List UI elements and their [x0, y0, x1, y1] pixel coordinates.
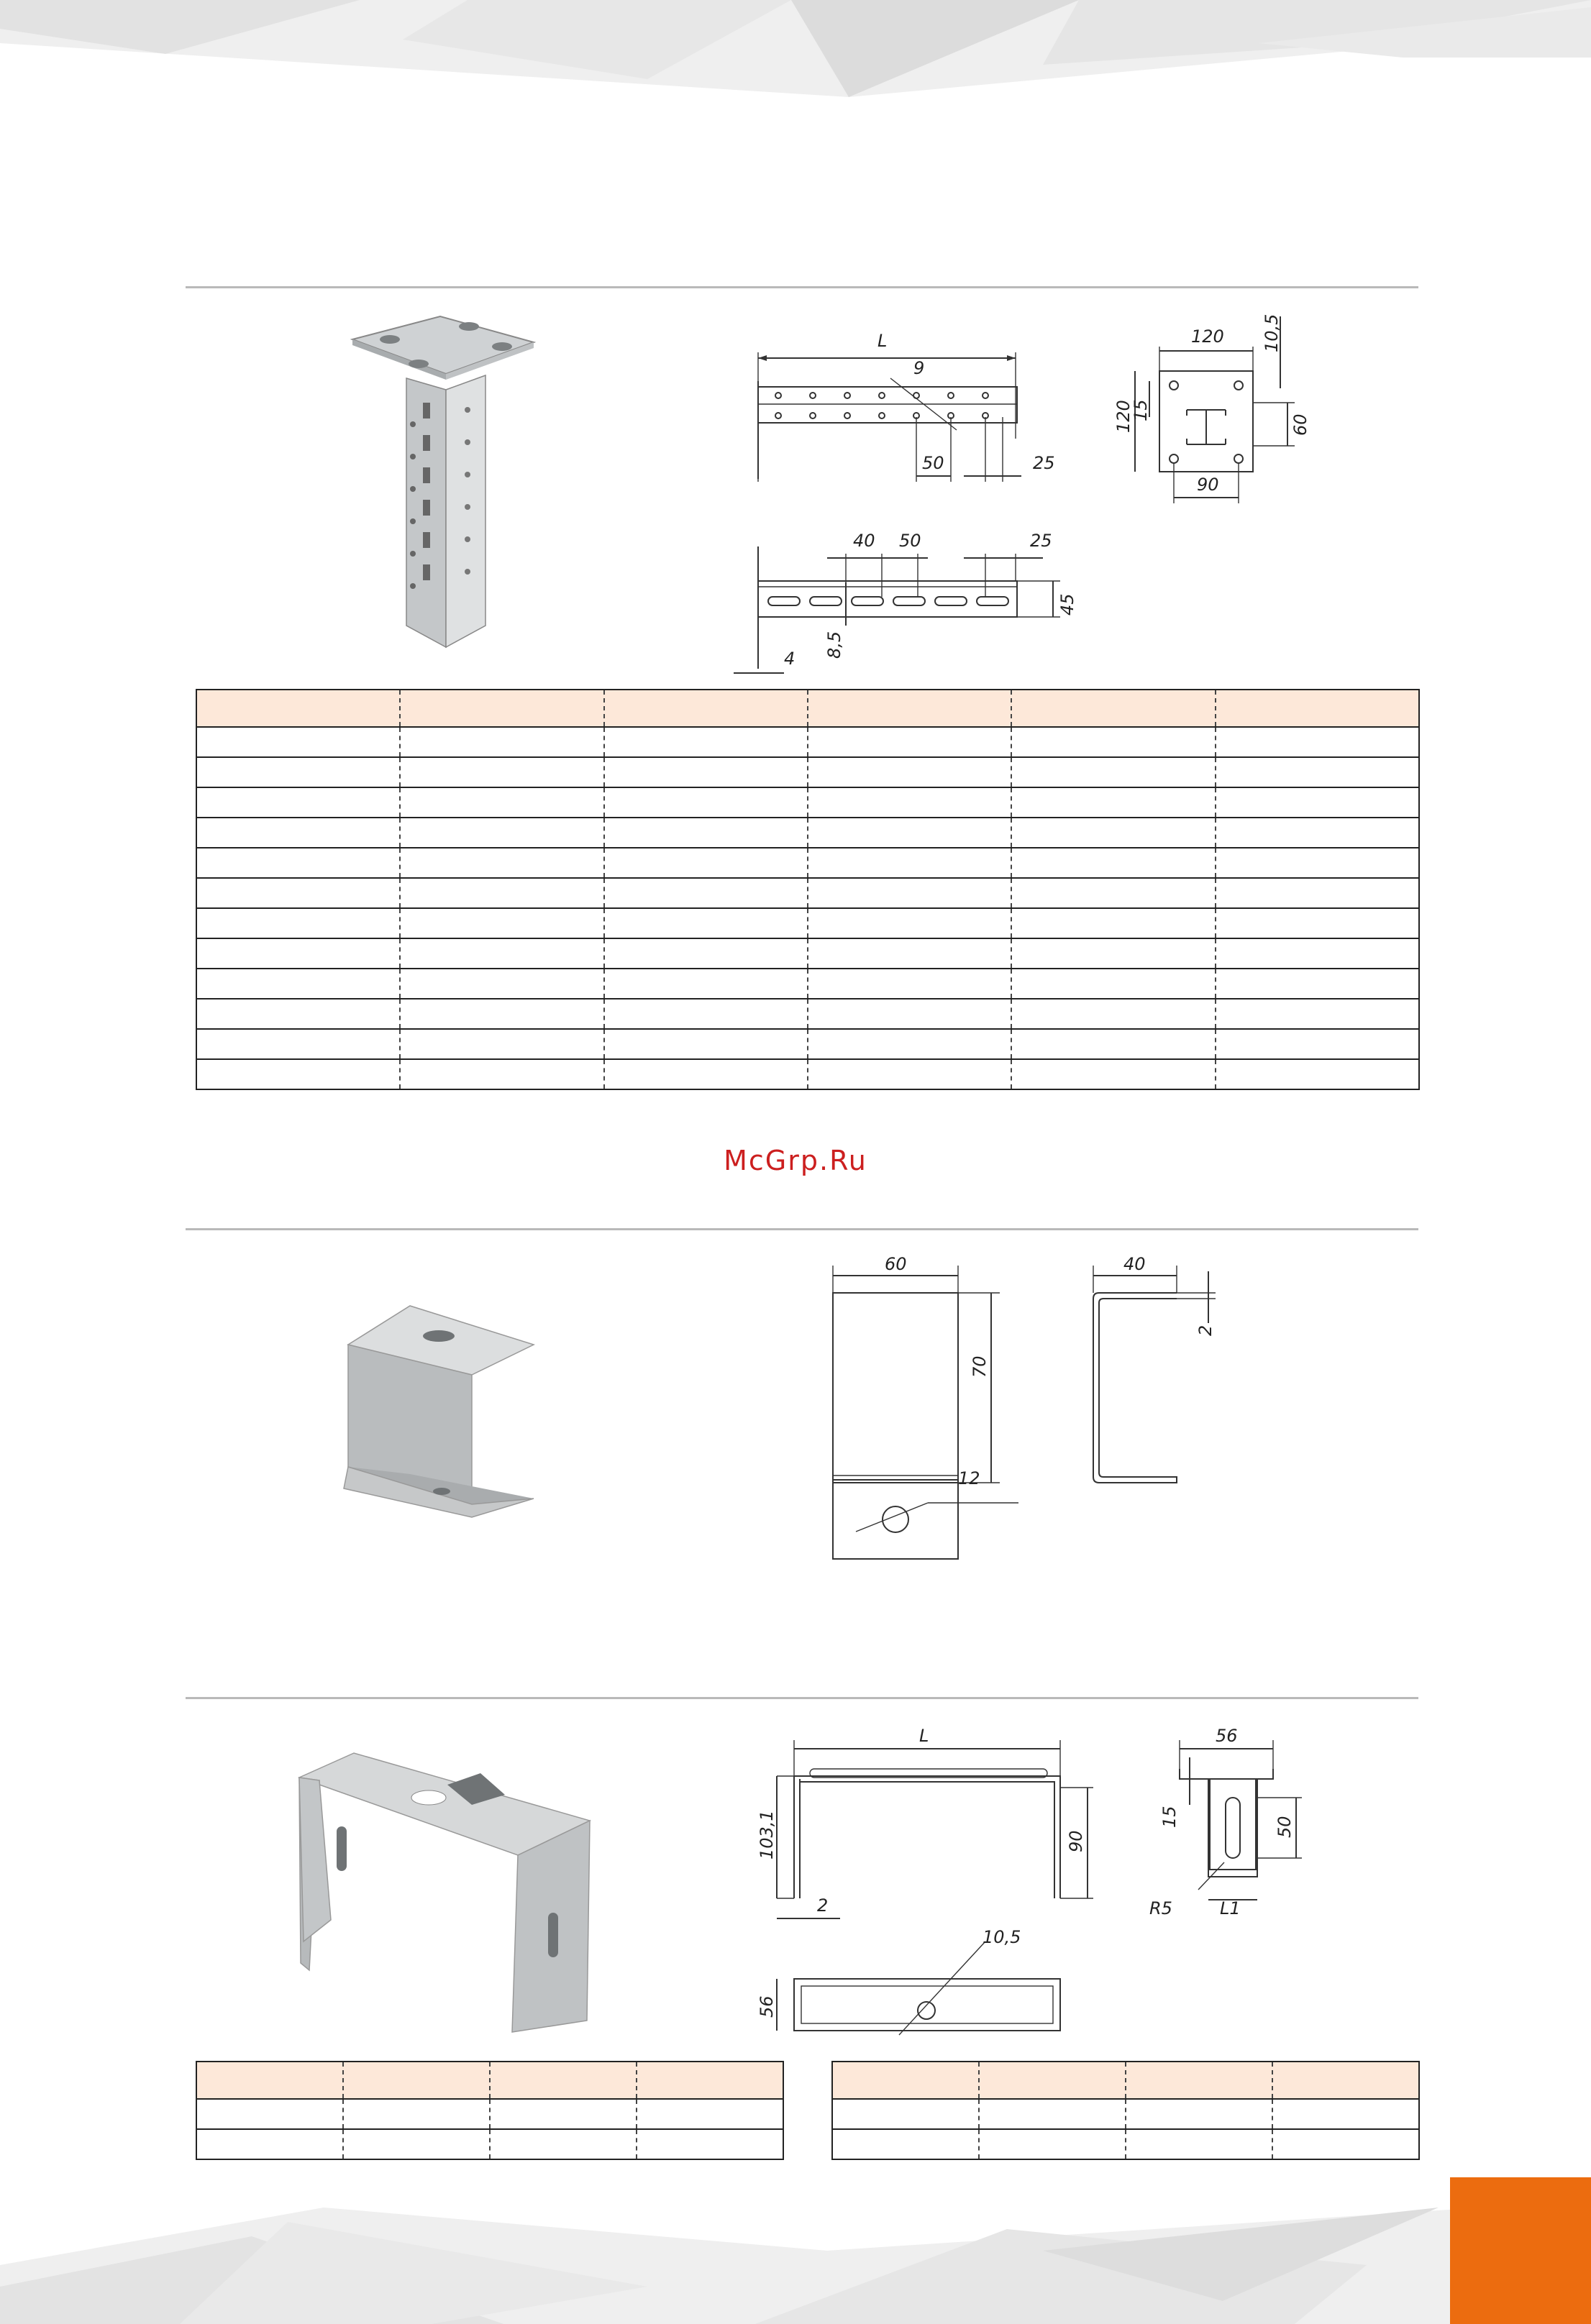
table-cell — [1216, 1029, 1419, 1059]
table-cell — [343, 2129, 490, 2159]
table-cell — [400, 1029, 603, 1059]
table-cell — [604, 848, 808, 878]
dim-thickness: 4 — [784, 649, 796, 669]
table-cell — [808, 1059, 1011, 1089]
table-cell — [196, 2129, 343, 2159]
dim-slot-offset: L1 — [1220, 1898, 1241, 1918]
dim-plate-height: 120 — [1113, 400, 1134, 433]
table-cell — [808, 878, 1011, 908]
table-cell — [196, 2099, 343, 2129]
dim-profile-depth: 45 — [1057, 593, 1077, 616]
table-cell — [1216, 787, 1419, 818]
table-cell — [1011, 878, 1215, 908]
table-row — [196, 969, 1419, 999]
footer-pattern — [0, 2179, 1591, 2324]
page-corner-tab — [1450, 2177, 1591, 2324]
table-cell — [196, 999, 400, 1029]
table-cell — [808, 757, 1011, 787]
table-cell — [196, 878, 400, 908]
table-cell — [1272, 2129, 1419, 2159]
table-cell — [808, 908, 1011, 938]
dim-leg-height: 90 — [1066, 1830, 1086, 1852]
table-header-cell — [1216, 690, 1419, 727]
section3-spec-table-right — [831, 2061, 1420, 2160]
table-cell — [1011, 1029, 1215, 1059]
table-cell — [196, 938, 400, 969]
table-header-cell — [196, 690, 400, 727]
dim-hole-spacing: 90 — [1197, 475, 1219, 495]
table-row — [196, 908, 1419, 938]
ceiling-post-plate-view — [1079, 302, 1345, 518]
table-cell — [400, 969, 603, 999]
table-header-cell — [979, 2062, 1126, 2099]
table-cell — [1011, 938, 1215, 969]
table-cell — [808, 727, 1011, 757]
table-cell — [400, 908, 603, 938]
table-cell — [604, 878, 808, 908]
dim-flange: 40 — [1123, 1254, 1146, 1274]
table-cell — [400, 999, 603, 1029]
table-header-cell — [808, 690, 1011, 727]
table-cell — [1216, 999, 1419, 1029]
table-cell — [1011, 818, 1215, 848]
table-cell — [1011, 848, 1215, 878]
table-cell — [1216, 878, 1419, 908]
table-cell — [400, 878, 603, 908]
table-cell — [808, 999, 1011, 1029]
header-pattern — [0, 0, 1591, 101]
table-header-cell — [1272, 2062, 1419, 2099]
table-cell — [1216, 848, 1419, 878]
table-row — [196, 787, 1419, 818]
table-row — [196, 2129, 783, 2159]
table-header-cell — [196, 2062, 343, 2099]
table-cell — [979, 2099, 1126, 2129]
dim-slot-top: 15 — [1159, 1806, 1180, 1828]
table-row — [196, 848, 1419, 878]
table-cell — [400, 818, 603, 848]
dim-end-offset: 25 — [1033, 453, 1055, 473]
table-row — [196, 1059, 1419, 1089]
table-row — [196, 2099, 783, 2129]
section1-divider — [186, 286, 1418, 288]
dim-thickness: 2 — [817, 1895, 829, 1916]
table-row — [196, 1029, 1419, 1059]
table-header-cell — [1011, 690, 1215, 727]
table-cell — [196, 787, 400, 818]
dim-hole-diameter: 9 — [913, 358, 925, 378]
dim-thickness: 2 — [1195, 1325, 1216, 1336]
dim-slot-pitch: 50 — [899, 531, 921, 551]
table-cell — [1126, 2129, 1272, 2159]
ceiling-post-side-view — [719, 309, 1093, 683]
dim-length: L — [919, 1726, 929, 1746]
u-bracket-drawings — [755, 1719, 1331, 2064]
table-cell — [343, 2099, 490, 2129]
table-cell — [808, 787, 1011, 818]
table-cell — [1011, 999, 1215, 1029]
table-row — [196, 757, 1419, 787]
table-cell — [400, 787, 603, 818]
table-cell — [1126, 2099, 1272, 2129]
table-cell — [832, 2099, 979, 2129]
watermark: McGrp.Ru — [724, 1145, 867, 1176]
table-cell — [1216, 1059, 1419, 1089]
table-cell — [808, 818, 1011, 848]
dim-plate-width: 120 — [1191, 326, 1224, 347]
table-cell — [490, 2129, 637, 2159]
dim-hole-diameter: 10,5 — [983, 1927, 1021, 1947]
table-cell — [1216, 908, 1419, 938]
table-cell — [196, 727, 400, 757]
table-cell — [637, 2099, 783, 2129]
table-cell — [1011, 787, 1215, 818]
dim-slot-length: 50 — [1275, 1816, 1295, 1838]
table-header-cell — [604, 690, 808, 727]
section1-spec-table — [196, 689, 1420, 1090]
table-cell — [808, 1029, 1011, 1059]
table-cell — [604, 938, 808, 969]
table-cell — [604, 969, 808, 999]
table-cell — [1011, 969, 1215, 999]
table-cell — [196, 757, 400, 787]
table-cell — [1011, 1059, 1215, 1089]
c-bracket-plan-view — [827, 1460, 1057, 1575]
dim-slot-offset: 25 — [1030, 531, 1052, 551]
table-cell — [1011, 727, 1215, 757]
table-cell — [400, 938, 603, 969]
table-cell — [1216, 757, 1419, 787]
table-header — [196, 690, 1419, 727]
dim-width: 56 — [1216, 1726, 1238, 1746]
table-header-cell — [1126, 2062, 1272, 2099]
table-cell — [196, 1029, 400, 1059]
table-cell — [604, 1059, 808, 1089]
dim-radius: R5 — [1149, 1898, 1172, 1918]
table-cell — [604, 1029, 808, 1059]
table-cell — [604, 908, 808, 938]
dim-hole-diameter: 12 — [958, 1468, 980, 1488]
table-cell — [400, 757, 603, 787]
table-cell — [196, 848, 400, 878]
table-header-cell — [490, 2062, 637, 2099]
table-cell — [604, 727, 808, 757]
dim-plate-inset: 15 — [1131, 399, 1151, 421]
dim-height: 70 — [970, 1355, 990, 1378]
table-cell — [1011, 908, 1215, 938]
dim-total-height: 103,1 — [757, 1810, 777, 1859]
table-cell — [1011, 757, 1215, 787]
table-cell — [400, 848, 603, 878]
table-cell — [808, 938, 1011, 969]
table-cell — [637, 2129, 783, 2159]
table-cell — [1216, 818, 1419, 848]
table-cell — [1216, 727, 1419, 757]
dim-plan-width: 56 — [757, 1995, 777, 2018]
table-row — [196, 938, 1419, 969]
section2-divider — [186, 1228, 1418, 1230]
table-cell — [979, 2129, 1126, 2159]
table-cell — [1216, 969, 1419, 999]
table-cell — [196, 908, 400, 938]
table-cell — [604, 787, 808, 818]
table-row — [832, 2099, 1419, 2129]
u-bracket-image — [288, 1733, 604, 2049]
table-cell — [604, 818, 808, 848]
section3-divider — [186, 1697, 1418, 1699]
table-cell — [832, 2129, 979, 2159]
table-cell — [1272, 2099, 1419, 2129]
dim-width: 60 — [885, 1254, 907, 1274]
table-cell — [400, 727, 603, 757]
dim-hole-pitch: 50 — [922, 453, 944, 473]
c-bracket-image — [338, 1294, 539, 1532]
table-cell — [400, 1059, 603, 1089]
table-header — [832, 2062, 1419, 2099]
table-cell — [604, 757, 808, 787]
table-header-cell — [832, 2062, 979, 2099]
table-cell — [808, 848, 1011, 878]
dim-length-top: L — [877, 331, 888, 351]
table-header-cell — [343, 2062, 490, 2099]
table-cell — [808, 969, 1011, 999]
table-row — [196, 727, 1419, 757]
table-header-cell — [400, 690, 603, 727]
table-row — [196, 878, 1419, 908]
table-cell — [1216, 938, 1419, 969]
dim-slot-length: 40 — [853, 531, 875, 551]
table-row — [832, 2129, 1419, 2159]
table-header — [196, 2062, 783, 2099]
table-cell — [490, 2099, 637, 2129]
table-cell — [604, 999, 808, 1029]
dim-plate-edge: 10,5 — [1262, 314, 1282, 352]
table-cell — [196, 818, 400, 848]
table-row — [196, 818, 1419, 848]
dim-slot-width: 8,5 — [824, 631, 844, 659]
dim-profile-height: 60 — [1290, 413, 1310, 436]
table-cell — [196, 1059, 400, 1089]
section3-spec-table-left — [196, 2061, 784, 2160]
table-header-cell — [637, 2062, 783, 2099]
ceiling-post-image — [338, 309, 554, 654]
table-cell — [196, 969, 400, 999]
table-row — [196, 999, 1419, 1029]
